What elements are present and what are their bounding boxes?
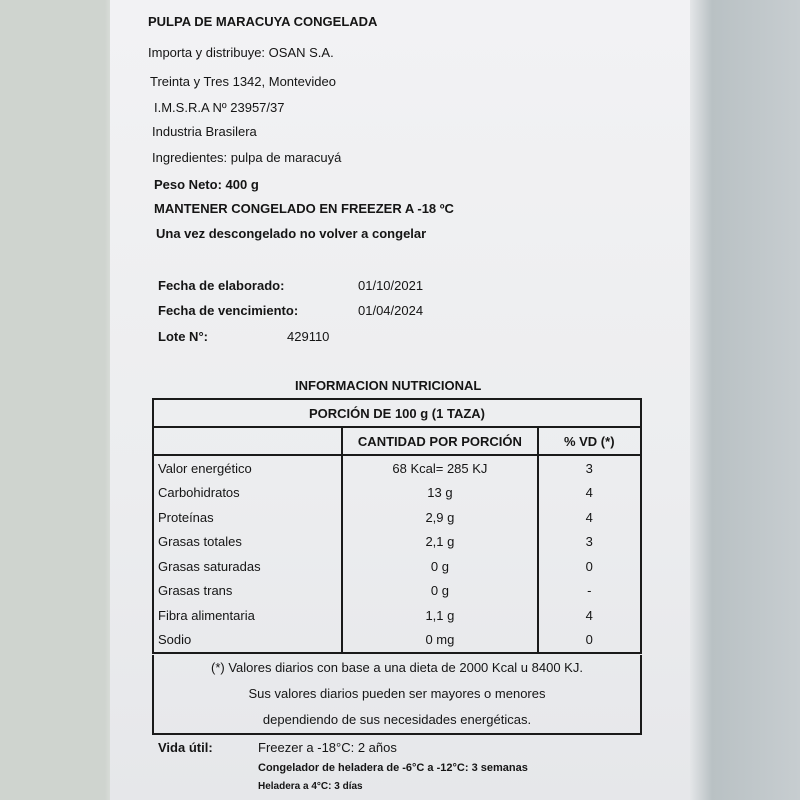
table-row — [153, 530, 641, 555]
nutrient-name: Carbohidratos — [153, 481, 342, 506]
table-row — [153, 481, 641, 506]
nutrient-vd: 0 — [538, 554, 642, 579]
shelf-life-label: Vida útil: — [158, 740, 213, 755]
table-row — [153, 455, 641, 481]
nutrient-name: Proteínas — [153, 505, 342, 530]
table-row — [153, 579, 641, 604]
nutrient-name: Grasas totales — [153, 530, 342, 555]
registry-line: I.M.S.R.A Nº 23957/37 — [154, 100, 285, 115]
ingredients-line: Ingredientes: pulpa de maracuyá — [152, 150, 342, 165]
shelf-life-freezer: Freezer a -18°C: 2 años — [258, 740, 397, 755]
nutrient-vd: 0 — [538, 628, 642, 654]
nutrient-name: Sodio — [153, 628, 342, 654]
nutrient-name: Grasas saturadas — [153, 554, 342, 579]
nutrition-table — [152, 398, 642, 654]
nutrient-qty: 0 g — [342, 554, 537, 579]
nutrient-vd: 3 — [538, 530, 642, 555]
importer-line: Importa y distribuye: OSAN S.A. — [148, 45, 334, 60]
footnote-line-2: Sus valores diarios pueden ser mayores o menores — [248, 686, 546, 701]
lot-label: Lote N°: — [158, 329, 208, 344]
nutrient-vd: 3 — [538, 455, 642, 481]
footnote-line-1: (*) Valores diarios con base a una dieta de 2000 Kcal u 8400 KJ. — [211, 660, 583, 675]
nutrition-title: INFORMACION NUTRICIONAL — [295, 378, 482, 393]
address-line: Treinta y Tres 1342, Montevideo — [150, 74, 336, 89]
nutrient-vd: 4 — [538, 481, 642, 506]
nutrient-col-header — [153, 427, 342, 455]
storage-line: MANTENER CONGELADO EN FREEZER A -18 ºC — [154, 201, 454, 216]
table-row — [153, 505, 641, 530]
portion-header: PORCIÓN DE 100 g (1 TAZA) — [153, 399, 641, 427]
nutrition-footnote — [152, 655, 642, 735]
nutrient-name: Grasas trans — [153, 579, 342, 604]
vd-col-header: % VD (*) — [538, 427, 642, 455]
net-weight-line: Peso Neto: 400 g — [154, 177, 259, 192]
table-row — [153, 554, 641, 579]
nutrient-qty: 13 g — [342, 481, 537, 506]
nutrient-qty: 68 Kcal= 285 KJ — [342, 455, 537, 481]
footnote-line-3: dependiendo de sus necesidades energéticas. — [262, 712, 532, 727]
nutrient-vd: 4 — [538, 603, 642, 628]
nutrient-vd: - — [538, 579, 642, 604]
nutrient-qty: 2,1 g — [342, 530, 537, 555]
made-date-value: 01/10/2021 — [358, 278, 424, 293]
nutrient-vd: 4 — [538, 505, 642, 530]
expiry-date-label: Fecha de vencimiento: — [158, 303, 299, 318]
nutrient-qty: 1,1 g — [342, 603, 537, 628]
expiry-date-value: 01/04/2024 — [358, 303, 424, 318]
nutrient-qty: 2,9 g — [342, 505, 537, 530]
table-row — [153, 603, 641, 628]
nutrient-name: Fibra alimentaria — [153, 603, 342, 628]
table-row — [153, 628, 641, 654]
thaw-warning: Una vez descongelado no volver a congelar — [156, 226, 427, 241]
shelf-life-fridge-freezer: Congelador de heladera de -6°C a -12°C: 3 semanas — [258, 762, 528, 774]
product-name: PULPA DE MARACUYA CONGELADA — [148, 14, 378, 29]
origin-line: Industria Brasilera — [152, 124, 257, 139]
quantity-col-header: CANTIDAD POR PORCIÓN — [342, 427, 537, 455]
nutrient-qty: 0 mg — [342, 628, 537, 654]
made-date-label: Fecha de elaborado: — [158, 278, 285, 293]
shelf-life-fridge: Heladera a 4°C: 3 días — [258, 781, 363, 792]
lot-value: 429110 — [287, 329, 330, 344]
nutrient-qty: 0 g — [342, 579, 537, 604]
nutrient-name: Valor energético — [153, 455, 342, 481]
